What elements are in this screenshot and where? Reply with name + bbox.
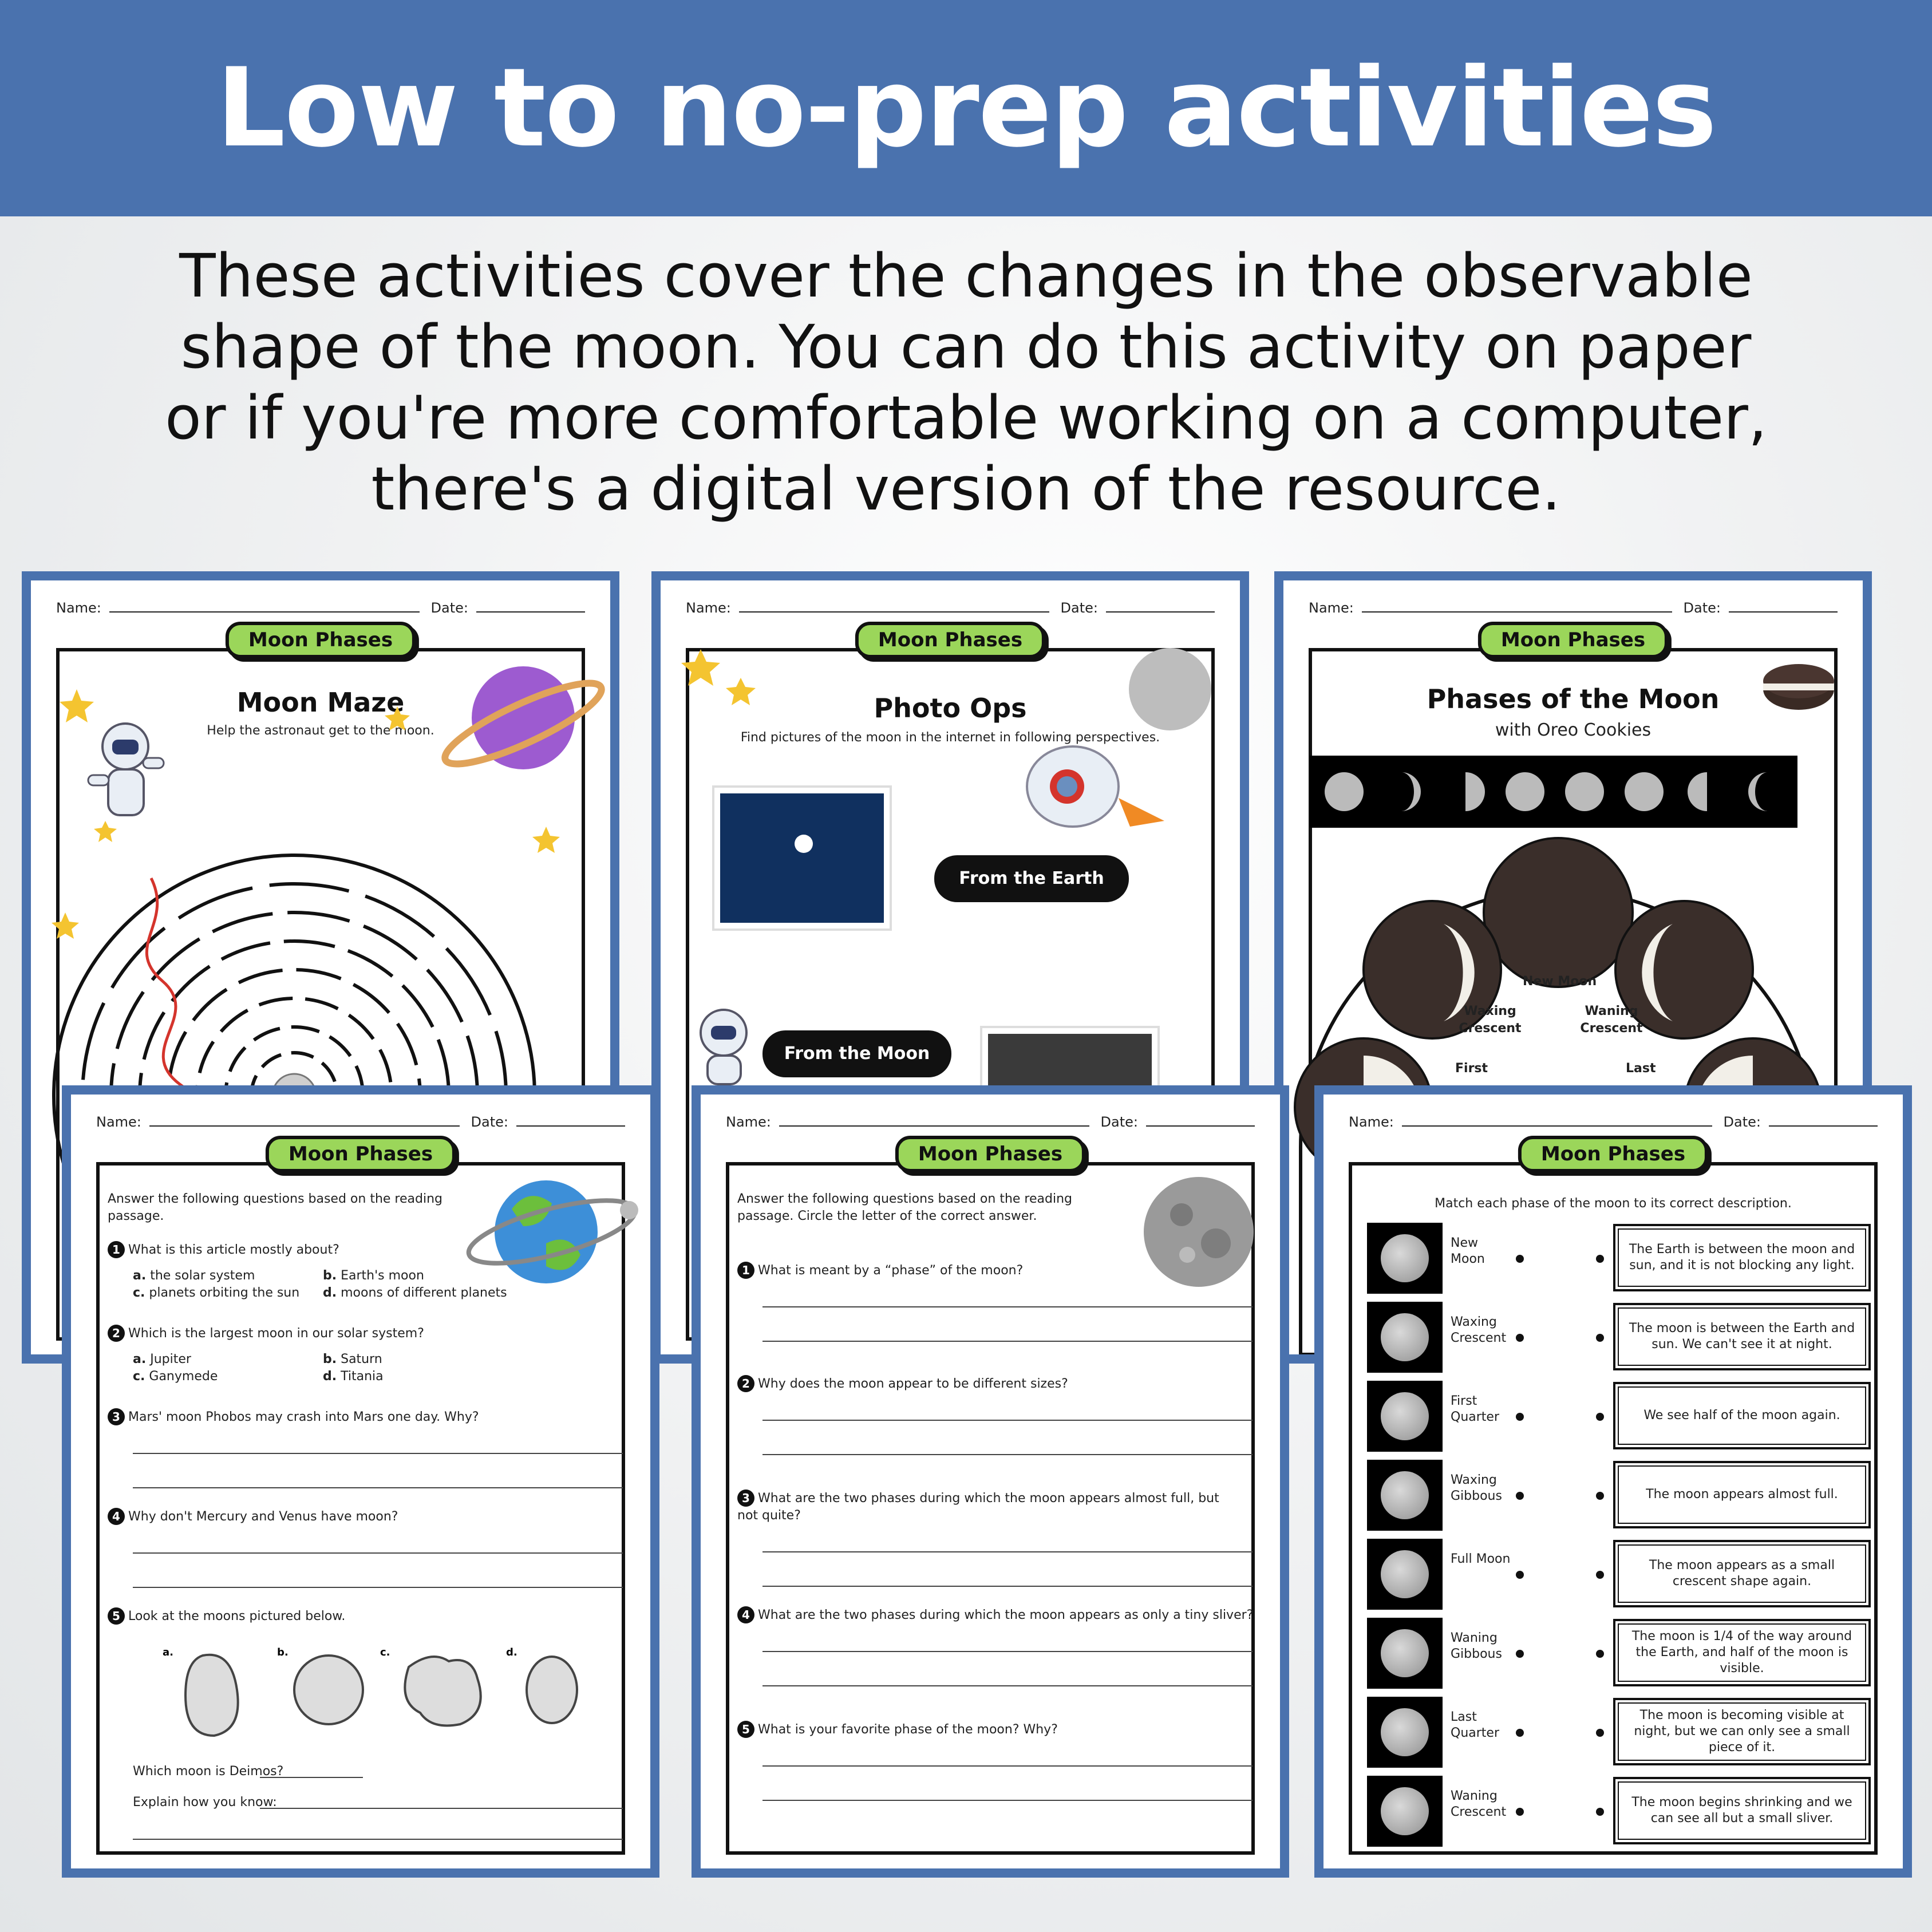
label-waxing-crescent: Waxing Crescent	[1459, 1004, 1522, 1036]
moon-phase-image	[1367, 1618, 1443, 1689]
star-icons	[681, 649, 756, 705]
intro-text	[57, 240, 1875, 524]
photo-ops-title: Photo Ops	[874, 693, 1027, 724]
number-5-icon: 5	[108, 1607, 125, 1625]
phase-label: Waning Gibbous	[1451, 1631, 1502, 1661]
phase-label: Waxing Crescent	[1451, 1315, 1507, 1345]
photo-ops-subtitle: Find pictures of the moon in the internet in following perspectives.	[740, 730, 1160, 745]
svg-text:b.: b.	[277, 1646, 289, 1658]
moon-phase-image	[1367, 1776, 1443, 1847]
answer-line	[762, 1586, 1253, 1587]
moon-phases-tag: Moon Phases	[1518, 1136, 1708, 1172]
answer-line	[260, 1808, 623, 1809]
quiz1-deimos-prompt: Which moon is Deimos?	[133, 1764, 284, 1779]
number-3-icon: 3	[108, 1408, 125, 1425]
phase-label: Waxing Gibbous	[1451, 1473, 1502, 1503]
maze-subtitle: Help the astronaut get to the moon.	[207, 724, 434, 738]
intro-line-2: shape of the moon. You can do this activity on paper	[180, 312, 1752, 382]
name-label: Name:	[686, 600, 731, 616]
svg-text:c.: c.	[380, 1646, 390, 1658]
description-box: The moon appears as a small crescent shape again.	[1613, 1540, 1871, 1607]
quiz1-explain-prompt: Explain how you know:	[133, 1795, 277, 1809]
oreo-subtitle: with Oreo Cookies	[1495, 720, 1652, 740]
label-new-moon: New Moon	[1523, 974, 1597, 989]
moon-phases-tag: Moon Phases	[895, 1136, 1085, 1172]
quiz1-q4: 4 Why don't Mercury and Venus have moon?	[108, 1508, 398, 1526]
date-label: Date:	[1100, 1114, 1138, 1130]
quiz1-instruction: Answer the following questions based on the reading passage.	[108, 1192, 442, 1223]
maze-solution-path	[147, 878, 271, 1112]
answer-line	[762, 1306, 1253, 1307]
match-dot-left[interactable]	[1516, 1255, 1524, 1263]
moon-phase-image	[1367, 1223, 1443, 1294]
match-dot-left[interactable]	[1516, 1413, 1524, 1421]
banner-title: Low to no-prep activities	[216, 45, 1716, 171]
number-1-icon: 1	[108, 1241, 125, 1258]
moon-phases-tag: Moon Phases	[855, 622, 1045, 658]
quiz1-q1-option-a: a. the solar system	[133, 1269, 255, 1283]
moon-shapes-illustration	[163, 1644, 621, 1747]
description-box: The moon appears almost full.	[1613, 1461, 1871, 1528]
description-box: The Earth is between the moon and sun, and it is not blocking any light.	[1613, 1224, 1871, 1291]
intro-line-1: These activities cover the changes in the observable	[179, 241, 1753, 311]
from-earth-label: From the Earth	[934, 855, 1129, 902]
oreo-title: Phases of the Moon	[1427, 683, 1720, 714]
worksheet-matching	[1314, 1085, 1912, 1878]
answer-line	[762, 1765, 1253, 1767]
match-instruction: Match each phase of the moon to its correct description.	[1435, 1196, 1792, 1211]
number-1-icon: 1	[737, 1262, 754, 1279]
match-dot-left[interactable]	[1516, 1334, 1524, 1342]
description-box: The moon is becoming visible at night, but we can only see a small piece of it.	[1613, 1698, 1871, 1765]
name-label: Name:	[726, 1114, 771, 1130]
match-dot-right[interactable]	[1596, 1571, 1604, 1579]
description-box: We see half of the moon again.	[1613, 1382, 1871, 1449]
answer-line	[133, 1453, 623, 1454]
phase-label: Last Quarter	[1451, 1710, 1499, 1740]
answer-line	[260, 1777, 363, 1778]
quiz1-q2-option-b: b. Saturn	[323, 1352, 382, 1366]
match-dot-left[interactable]	[1516, 1571, 1524, 1579]
label-waning-crescent: Waning Crescent	[1580, 1004, 1643, 1036]
phase-label: New Moon	[1451, 1236, 1485, 1266]
match-dot-right[interactable]	[1596, 1492, 1604, 1500]
answer-line	[762, 1420, 1253, 1421]
moon-shape-b	[294, 1656, 363, 1724]
answer-line	[762, 1341, 1253, 1342]
number-4-icon: 4	[108, 1508, 125, 1525]
number-2-icon: 2	[737, 1375, 754, 1392]
match-dot-left[interactable]	[1516, 1808, 1524, 1816]
phase-label: First Quarter	[1451, 1394, 1499, 1424]
from-moon-label: From the Moon	[762, 1030, 951, 1077]
quiz1-q1-option-c: c. planets orbiting the sun	[133, 1286, 300, 1300]
quiz2-q4: 4 What are the two phases during which the moon appears as only a tiny sliver?	[737, 1606, 1253, 1624]
number-3-icon: 3	[737, 1490, 754, 1507]
answer-line	[762, 1551, 1253, 1552]
quiz1-q2: 2 Which is the largest moon in our solar system?	[108, 1325, 424, 1342]
planet-icon	[437, 666, 610, 777]
quiz1-q1-option-d: d. moons of different planets	[323, 1286, 507, 1300]
quiz2-q5: 5 What is your favorite phase of the moon? Why?	[737, 1721, 1058, 1739]
moon-shape-a	[185, 1655, 238, 1736]
number-5-icon: 5	[737, 1721, 754, 1738]
name-date-row	[96, 1107, 625, 1130]
label-first: First	[1455, 1061, 1488, 1076]
name-label: Name:	[56, 600, 101, 616]
number-4-icon: 4	[737, 1606, 754, 1623]
description-box: The moon is 1/4 of the way around the Earth, and half of the moon is visible.	[1613, 1619, 1871, 1686]
quiz1-q2-option-d: d. Titania	[323, 1369, 384, 1384]
match-dot-right[interactable]	[1596, 1808, 1604, 1816]
moon-icon	[795, 835, 813, 853]
moon-phase-image	[1367, 1697, 1443, 1768]
phase-label: Full Moon	[1451, 1552, 1511, 1566]
quiz2-instruction: Answer the following questions based on the reading passage. Circle the letter of the correct answer.	[737, 1192, 1072, 1223]
moon-phase-strip	[1310, 756, 1797, 828]
description-box: The moon is between the Earth and sun. We can't see it at night.	[1613, 1303, 1871, 1370]
date-label: Date:	[1060, 600, 1098, 616]
match-dot-left[interactable]	[1516, 1650, 1524, 1658]
match-dot-right[interactable]	[1596, 1413, 1604, 1421]
name-label: Name:	[96, 1114, 141, 1130]
name-label: Name:	[1349, 1114, 1394, 1130]
astronaut-icon	[701, 1010, 746, 1084]
answer-line	[762, 1800, 1253, 1801]
moon-phase-image	[1367, 1302, 1443, 1373]
worksheet-quiz-2	[692, 1085, 1289, 1878]
moon-phase-image	[1367, 1539, 1443, 1610]
quiz1-q5: 5 Look at the moons pictured below.	[108, 1607, 345, 1625]
moon-phase-image	[1367, 1460, 1443, 1531]
name-date-row	[1349, 1107, 1878, 1130]
date-label: Date:	[1683, 600, 1721, 616]
date-label: Date:	[430, 600, 468, 616]
moon-icon	[1136, 1169, 1262, 1295]
worksheet-quiz-1	[62, 1085, 659, 1878]
rocket-icon	[1027, 746, 1164, 827]
svg-text:d.: d.	[506, 1646, 517, 1658]
match-dot-left[interactable]	[1516, 1729, 1524, 1737]
date-label: Date:	[471, 1114, 508, 1130]
answer-line	[133, 1487, 623, 1488]
moon-phases-tag: Moon Phases	[1478, 622, 1668, 658]
moon-icon	[1129, 648, 1211, 730]
moon-shape-d	[527, 1657, 577, 1723]
answer-line	[133, 1587, 623, 1588]
astronaut-icon	[88, 724, 164, 815]
name-label: Name:	[1309, 600, 1354, 616]
svg-text:a.: a.	[163, 1646, 173, 1658]
quiz2-q1: 1 What is meant by a “phase” of the moon?	[737, 1262, 1023, 1279]
moon-phases-tag: Moon Phases	[226, 622, 416, 658]
quiz1-q1: 1 What is this article mostly about?	[108, 1241, 339, 1259]
title-banner	[0, 0, 1932, 216]
quiz2-q3: 3 What are the two phases during which the moon appears almost full, but not quite?	[737, 1490, 1230, 1524]
answer-line	[762, 1685, 1253, 1686]
quiz1-q3: 3 Mars' moon Phobos may crash into Mars one day. Why?	[108, 1408, 479, 1426]
maze-title: Moon Maze	[236, 687, 405, 718]
quiz1-q2-option-a: a. Jupiter	[133, 1352, 191, 1366]
answer-line	[762, 1651, 1253, 1652]
phase-label: Waning Crescent	[1451, 1789, 1507, 1819]
quiz2-q2: 2 Why does the moon appear to be different sizes?	[737, 1375, 1068, 1393]
answer-line	[133, 1552, 623, 1554]
match-dot-right[interactable]	[1596, 1729, 1604, 1737]
intro-line-3: or if you're more comfortable working on a computer,	[165, 383, 1767, 453]
answer-line	[133, 1839, 623, 1840]
description-box: The moon begins shrinking and we can see all but a small sliver.	[1613, 1777, 1871, 1844]
oreo-cookie-icon	[1763, 664, 1834, 710]
saturn-earth-icon	[460, 1163, 643, 1301]
number-2-icon: 2	[108, 1325, 125, 1342]
quiz1-q1-option-b: b. Earth's moon	[323, 1269, 424, 1283]
moon-shape-c	[405, 1657, 480, 1726]
moon-phases-tag: Moon Phases	[266, 1136, 456, 1172]
match-dot-right[interactable]	[1596, 1334, 1604, 1342]
date-label: Date:	[1723, 1114, 1761, 1130]
match-dot-right[interactable]	[1596, 1255, 1604, 1263]
answer-line	[762, 1454, 1253, 1455]
intro-line-4: there's a digital version of the resource.	[371, 454, 1561, 524]
quiz1-q2-option-c: c. Ganymede	[133, 1369, 218, 1384]
match-dot-right[interactable]	[1596, 1650, 1604, 1658]
moon-phase-image	[1367, 1381, 1443, 1452]
name-date-row	[726, 1107, 1255, 1130]
match-dot-left[interactable]	[1516, 1492, 1524, 1500]
label-last: Last	[1626, 1061, 1656, 1076]
